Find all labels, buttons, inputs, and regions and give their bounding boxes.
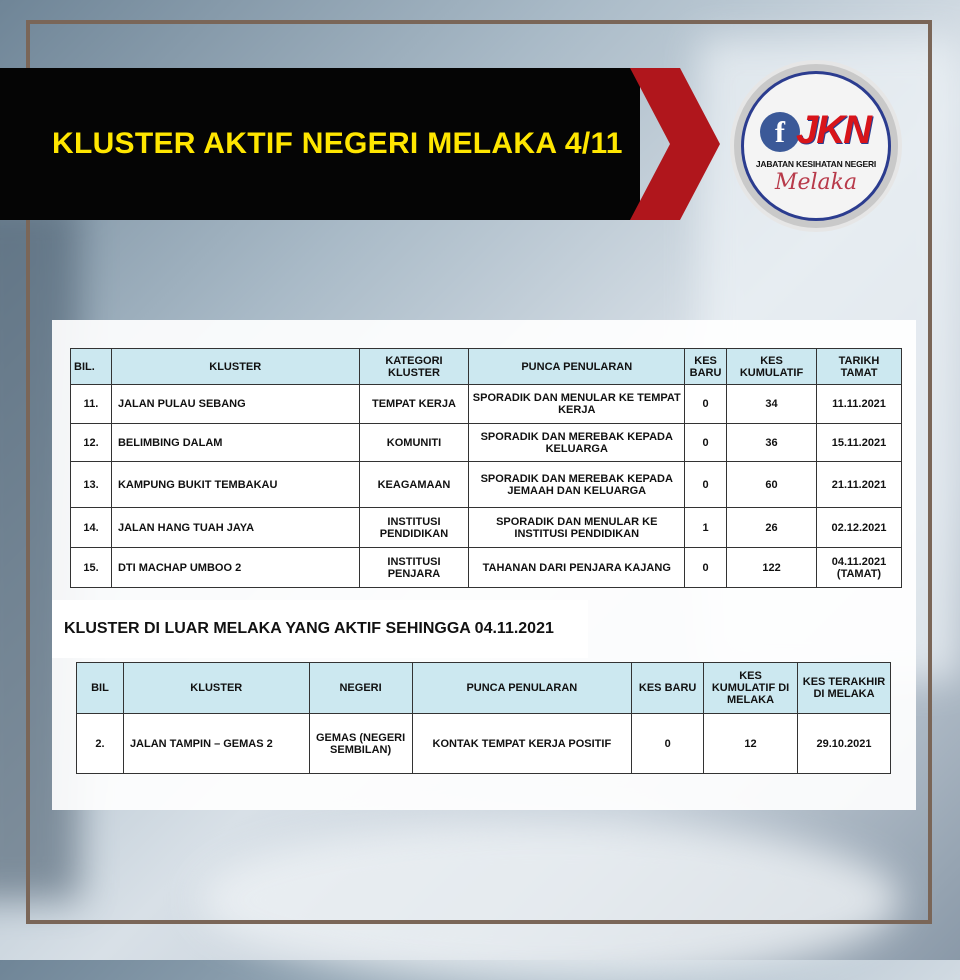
cell-kes-kumulatif: 36 bbox=[727, 424, 817, 462]
cell-tarikh: 21.11.2021 bbox=[817, 462, 902, 508]
header-kluster: KLUSTER bbox=[111, 349, 359, 385]
header-negeri: NEGERI bbox=[309, 663, 412, 714]
cell-kes-kumulatif: 34 bbox=[727, 385, 817, 424]
cell-punca: TAHANAN DARI PENJARA KAJANG bbox=[469, 548, 685, 588]
logo-subtitle: JABATAN KESIHATAN NEGERI bbox=[755, 159, 877, 169]
header-kes-baru: KES BARU bbox=[685, 349, 727, 385]
cell-kluster: JALAN HANG TUAH JAYA bbox=[111, 508, 359, 548]
cell-bil: 2. bbox=[77, 714, 124, 774]
cell-bil: 11. bbox=[71, 385, 112, 424]
cell-kluster: DTI MACHAP UMBOO 2 bbox=[111, 548, 359, 588]
logo-script-text: Melaka bbox=[774, 170, 858, 195]
cell-kategori: INSTITUSI PENDIDIKAN bbox=[359, 508, 469, 548]
jkn-logo bbox=[730, 60, 902, 232]
cell-kategori: INSTITUSI PENJARA bbox=[359, 548, 469, 588]
header-tarikh-tamat: TARIKH TAMAT bbox=[817, 349, 902, 385]
outside-clusters-table bbox=[76, 662, 891, 774]
cell-tarikh: 02.12.2021 bbox=[817, 508, 902, 548]
facebook-icon: f bbox=[760, 112, 800, 152]
title-banner bbox=[0, 68, 640, 220]
cell-tarikh: 04.11.2021 (TAMAT) bbox=[817, 548, 902, 588]
cell-kes-kumulatif: 122 bbox=[727, 548, 817, 588]
cell-kes-baru: 1 bbox=[685, 508, 727, 548]
cell-kes-terakhir: 29.10.2021 bbox=[798, 714, 891, 774]
active-clusters-table bbox=[70, 348, 902, 588]
page-title: KLUSTER AKTIF NEGERI MELAKA 4/11 bbox=[52, 127, 623, 160]
cell-kes-kumulatif: 12 bbox=[704, 714, 798, 774]
table-row bbox=[71, 462, 902, 508]
table-header-row bbox=[77, 663, 891, 714]
header-kategori: KATEGORI KLUSTER bbox=[359, 349, 469, 385]
cell-kes-kumulatif: 60 bbox=[727, 462, 817, 508]
logo-jkn-text: JKN bbox=[796, 108, 871, 152]
cell-kes-kumulatif: 26 bbox=[727, 508, 817, 548]
cell-kes-baru: 0 bbox=[632, 714, 704, 774]
logo-badge bbox=[741, 71, 891, 221]
header-kes-terakhir: KES TERAKHIR DI MELAKA bbox=[798, 663, 891, 714]
header-bil: BIL. bbox=[71, 349, 112, 385]
cell-negeri: GEMAS (NEGERI SEMBILAN) bbox=[309, 714, 412, 774]
table-row bbox=[71, 548, 902, 588]
table-row bbox=[71, 385, 902, 424]
cell-punca: SPORADIK DAN MEREBAK KEPADA KELUARGA bbox=[469, 424, 685, 462]
cell-kategori: KOMUNITI bbox=[359, 424, 469, 462]
section-title: KLUSTER DI LUAR MELAKA YANG AKTIF SEHINGGA 04.11.2021 bbox=[64, 620, 554, 637]
cell-punca: SPORADIK DAN MENULAR KE INSTITUSI PENDIDIKAN bbox=[469, 508, 685, 548]
header-kes-kumulatif: KES KUMULATIF DI MELAKA bbox=[704, 663, 798, 714]
header-bil: BIL bbox=[77, 663, 124, 714]
cell-kategori: TEMPAT KERJA bbox=[359, 385, 469, 424]
table-row bbox=[77, 714, 891, 774]
section-title-box bbox=[52, 600, 588, 658]
cell-kes-baru: 0 bbox=[685, 385, 727, 424]
cell-kes-baru: 0 bbox=[685, 462, 727, 508]
cell-kes-baru: 0 bbox=[685, 424, 727, 462]
header-punca: PUNCA PENULARAN bbox=[469, 349, 685, 385]
table-row bbox=[71, 424, 902, 462]
cell-punca: SPORADIK DAN MENULAR KE TEMPAT KERJA bbox=[469, 385, 685, 424]
cell-kategori: KEAGAMAAN bbox=[359, 462, 469, 508]
header-punca: PUNCA PENULARAN bbox=[412, 663, 632, 714]
cell-bil: 12. bbox=[71, 424, 112, 462]
cell-punca: KONTAK TEMPAT KERJA POSITIF bbox=[412, 714, 632, 774]
table-header-row bbox=[71, 349, 902, 385]
cell-kluster: JALAN TAMPIN – GEMAS 2 bbox=[123, 714, 309, 774]
cell-bil: 14. bbox=[71, 508, 112, 548]
red-chevron-icon bbox=[630, 68, 720, 220]
header-kes-baru: KES BARU bbox=[632, 663, 704, 714]
cell-bil: 13. bbox=[71, 462, 112, 508]
cell-bil: 15. bbox=[71, 548, 112, 588]
header-kluster: KLUSTER bbox=[123, 663, 309, 714]
table-row bbox=[71, 508, 902, 548]
cell-kluster: KAMPUNG BUKIT TEMBAKAU bbox=[111, 462, 359, 508]
cell-kluster: BELIMBING DALAM bbox=[111, 424, 359, 462]
cell-kluster: JALAN PULAU SEBANG bbox=[111, 385, 359, 424]
cell-kes-baru: 0 bbox=[685, 548, 727, 588]
header-kes-kumulatif: KES KUMULATIF bbox=[727, 349, 817, 385]
cell-tarikh: 11.11.2021 bbox=[817, 385, 902, 424]
cell-punca: SPORADIK DAN MEREBAK KEPADA JEMAAH DAN KELUARGA bbox=[469, 462, 685, 508]
cell-tarikh: 15.11.2021 bbox=[817, 424, 902, 462]
